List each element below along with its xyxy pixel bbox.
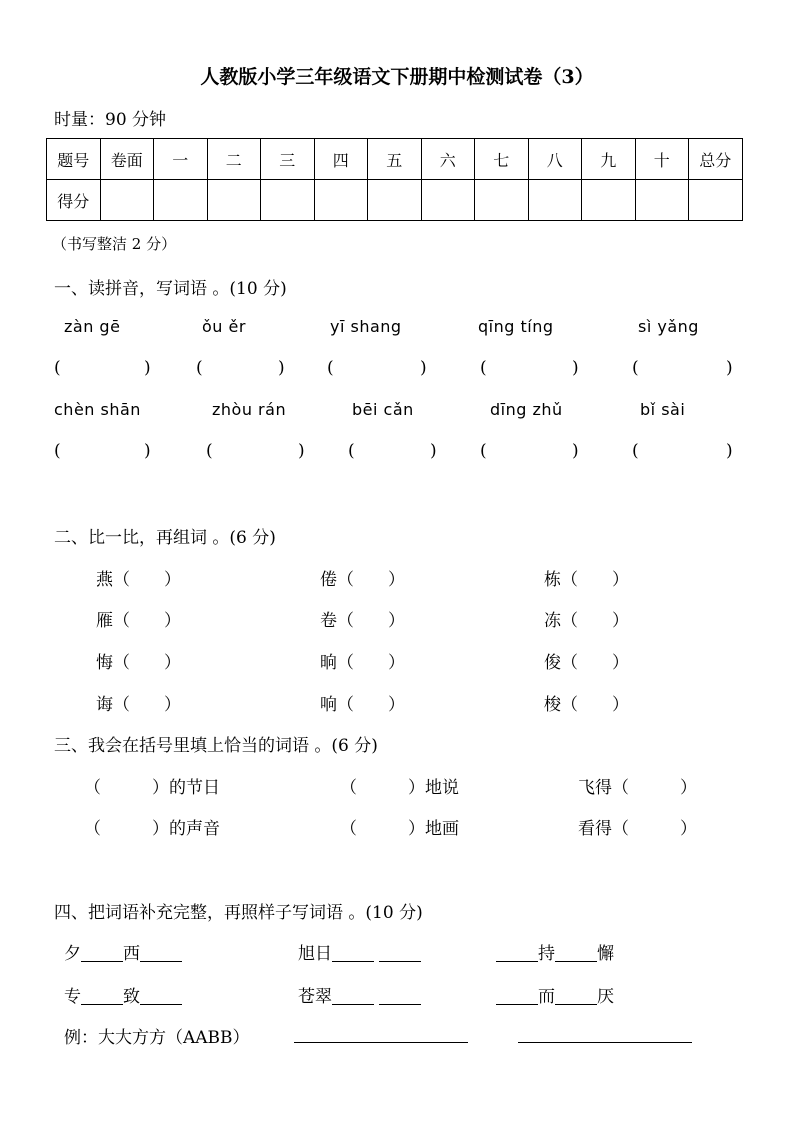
- answer-paren-open[interactable]: (: [206, 441, 213, 461]
- idiom-fill: 专 致: [64, 982, 182, 1007]
- answer-paren-close: ): [298, 441, 305, 461]
- score-cell: 得分: [47, 180, 101, 221]
- score-cell: 七: [475, 139, 529, 180]
- idiom-blank[interactable]: [379, 986, 421, 1005]
- answer-paren-open[interactable]: (: [54, 441, 61, 461]
- score-input-cell[interactable]: [368, 180, 422, 221]
- answer-paren-open[interactable]: (: [480, 358, 487, 378]
- score-cell: 六: [421, 139, 475, 180]
- idiom-blank[interactable]: [140, 986, 182, 1005]
- idiom-blank[interactable]: [555, 986, 597, 1005]
- section3-heading: 三、我会在括号里填上恰当的词语 。(6 分): [54, 736, 378, 756]
- compare-char: 悔（ ）: [96, 653, 181, 673]
- score-cell: 四: [314, 139, 368, 180]
- idiom-fill: 而 厌: [496, 982, 614, 1007]
- score-input-cell[interactable]: [154, 180, 208, 221]
- answer-paren-close: ): [144, 441, 151, 461]
- fill-phrase[interactable]: 飞得（ ）: [578, 778, 697, 798]
- answer-paren-close: ): [144, 358, 151, 378]
- word-blank[interactable]: （ ）: [337, 653, 405, 673]
- word-blank[interactable]: （ ）: [113, 611, 181, 631]
- time-limit: 时量：90 分钟: [54, 110, 167, 130]
- answer-paren-open[interactable]: (: [632, 358, 639, 378]
- word-blank[interactable]: （ ）: [337, 611, 405, 631]
- word-blank[interactable]: （ ）: [561, 570, 629, 590]
- compare-char: 响（ ）: [320, 695, 405, 715]
- idiom-blank[interactable]: [140, 943, 182, 962]
- compare-char: 梭（ ）: [544, 695, 629, 715]
- score-cell: 十: [635, 139, 689, 180]
- idiom-blank[interactable]: [496, 943, 538, 962]
- pinyin: dīng zhǔ: [490, 400, 563, 419]
- idiom-fill: 旭日: [298, 939, 421, 964]
- answer-paren-close: ): [572, 441, 579, 461]
- pinyin: bǐ sài: [640, 400, 686, 419]
- pinyin: bēi cǎn: [352, 400, 414, 419]
- idiom-blank[interactable]: [332, 986, 374, 1005]
- score-input-cell[interactable]: [314, 180, 368, 221]
- pinyin: sì yǎng: [638, 317, 699, 336]
- score-cell: 一: [154, 139, 208, 180]
- score-cell: 五: [368, 139, 422, 180]
- compare-char: 燕（ ）: [96, 570, 181, 590]
- word-blank[interactable]: （ ）: [337, 695, 405, 715]
- score-input-cell[interactable]: [207, 180, 261, 221]
- word-blank[interactable]: （ ）: [113, 570, 181, 590]
- score-input-cell[interactable]: [635, 180, 689, 221]
- word-blank[interactable]: （ ）: [337, 570, 405, 590]
- word-blank[interactable]: （ ）: [113, 695, 181, 715]
- answer-line[interactable]: [518, 1041, 692, 1043]
- pinyin: ǒu ěr: [202, 317, 246, 336]
- score-cell: 题号: [47, 139, 101, 180]
- score-cell: 九: [582, 139, 636, 180]
- answer-paren-close: ): [726, 358, 733, 378]
- section4-heading: 四、把词语补充完整，再照样子写词语 。(10 分): [54, 903, 423, 923]
- idiom-blank[interactable]: [81, 986, 123, 1005]
- score-input-cell[interactable]: [100, 180, 154, 221]
- score-cell: 三: [261, 139, 315, 180]
- word-blank[interactable]: （ ）: [561, 695, 629, 715]
- answer-paren-open[interactable]: (: [632, 441, 639, 461]
- idiom-fill: 夕 西: [64, 939, 182, 964]
- score-input-cell[interactable]: [261, 180, 315, 221]
- score-cell: 二: [207, 139, 261, 180]
- score-cell: 总分: [689, 139, 743, 180]
- compare-char: 倦（ ）: [320, 570, 405, 590]
- answer-paren-close: ): [420, 358, 427, 378]
- score-input-cell[interactable]: [475, 180, 529, 221]
- idiom-blank[interactable]: [555, 943, 597, 962]
- answer-paren-open[interactable]: (: [196, 358, 203, 378]
- fill-phrase[interactable]: （ ）的节日: [84, 778, 220, 798]
- compare-char: 雁（ ）: [96, 611, 181, 631]
- score-table-header-row: [47, 139, 743, 180]
- idiom-blank[interactable]: [496, 986, 538, 1005]
- word-blank[interactable]: （ ）: [561, 611, 629, 631]
- score-input-cell[interactable]: [582, 180, 636, 221]
- answer-paren-close: ): [572, 358, 579, 378]
- page-title: 人教版小学三年级语文下册期中检测试卷（3）: [200, 66, 594, 88]
- compare-char: 冻（ ）: [544, 611, 629, 631]
- answer-line[interactable]: [294, 1041, 468, 1043]
- compare-char: 卷（ ）: [320, 611, 405, 631]
- compare-char: 诲（ ）: [96, 695, 181, 715]
- score-input-cell[interactable]: [528, 180, 582, 221]
- answer-paren-open[interactable]: (: [348, 441, 355, 461]
- score-cell: 卷面: [100, 139, 154, 180]
- word-blank[interactable]: （ ）: [561, 653, 629, 673]
- idiom-fill: 持 懈: [496, 939, 614, 964]
- answer-paren-close: ): [430, 441, 437, 461]
- idiom-blank[interactable]: [379, 943, 421, 962]
- fill-phrase[interactable]: （ ）地画: [340, 819, 459, 839]
- answer-paren-open[interactable]: (: [327, 358, 334, 378]
- answer-paren-close: ): [726, 441, 733, 461]
- pinyin: zhòu rán: [212, 400, 287, 419]
- word-blank[interactable]: （ ）: [113, 653, 181, 673]
- fill-phrase[interactable]: （ ）地说: [340, 778, 459, 798]
- answer-paren-close: ): [278, 358, 285, 378]
- fill-phrase[interactable]: 看得（ ）: [578, 819, 697, 839]
- compare-char: 栋（ ）: [544, 570, 629, 590]
- compare-char: 晌（ ）: [320, 653, 405, 673]
- pinyin: zàn gē: [64, 317, 121, 336]
- example-label: 例：大大方方（AABB）: [64, 1028, 250, 1048]
- handwriting-note: （书写整洁 2 分）: [52, 235, 177, 253]
- score-table: [46, 138, 743, 221]
- idiom-blank[interactable]: [332, 943, 374, 962]
- answer-paren-open[interactable]: (: [54, 358, 61, 378]
- score-table-score-row: [47, 180, 743, 221]
- section2-heading: 二、比一比，再组词 。(6 分): [54, 528, 276, 548]
- score-input-cell[interactable]: [689, 180, 743, 221]
- section1-heading: 一、读拼音，写词语 。(10 分): [54, 279, 287, 299]
- compare-char: 俊（ ）: [544, 653, 629, 673]
- idiom-fill: 苍翠: [298, 982, 421, 1007]
- pinyin: chèn shān: [54, 400, 141, 419]
- score-cell: 八: [528, 139, 582, 180]
- pinyin: yī shang: [330, 317, 402, 336]
- fill-phrase[interactable]: （ ）的声音: [84, 819, 220, 839]
- pinyin: qīng tíng: [478, 317, 554, 336]
- idiom-blank[interactable]: [81, 943, 123, 962]
- answer-paren-open[interactable]: (: [480, 441, 487, 461]
- score-input-cell[interactable]: [421, 180, 475, 221]
